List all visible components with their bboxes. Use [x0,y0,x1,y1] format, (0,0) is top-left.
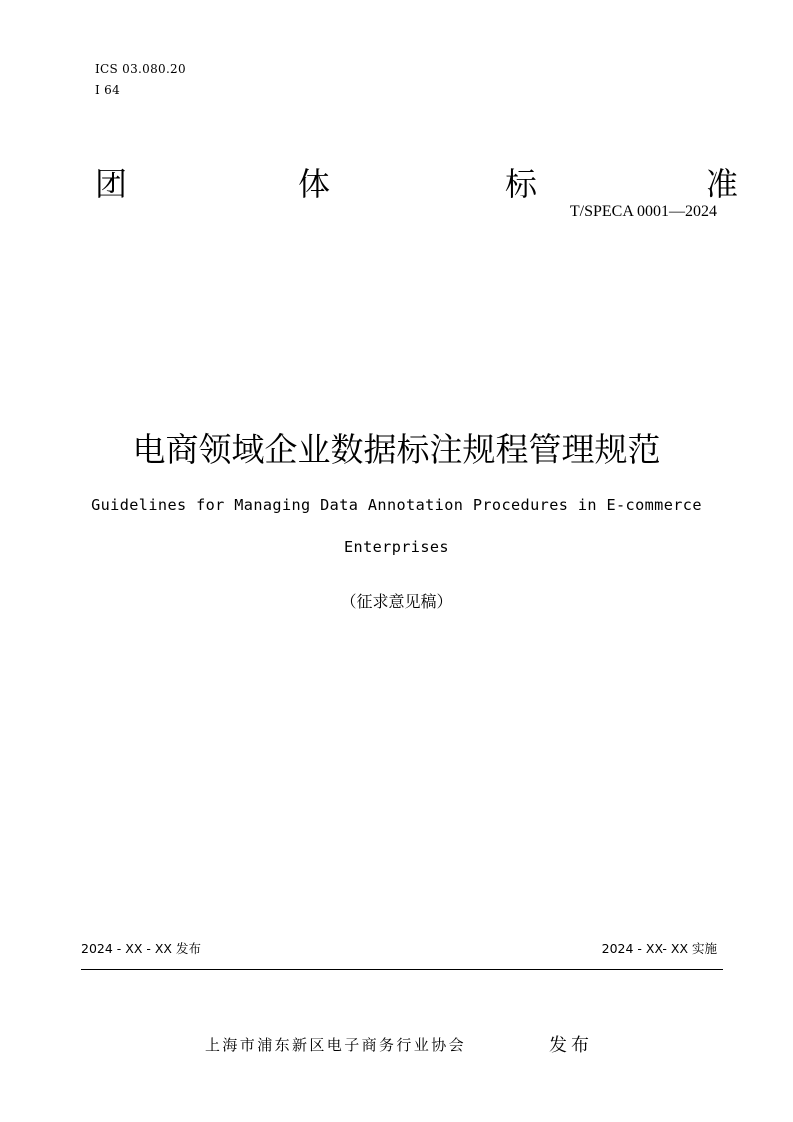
footer-divider [81,969,723,970]
document-title-chinese: 电商领域企业数据标注规程管理规范 [132,430,661,469]
standard-type-char-3: 标 [505,165,538,203]
standard-type-char-4: 准 [706,165,739,203]
implementation-date: 2024 - XX- XX 实施 [601,941,717,956]
standard-type-char-1: 团 [95,165,128,203]
ics-code: ICS 03.080.20 [95,62,186,76]
publish-label: 发布 [549,1035,593,1056]
publish-date: 2024 - XX - XX 发布 [81,941,201,956]
document-title-english [0,493,793,559]
standard-type-char-2: 体 [298,165,331,203]
draft-note: （征求意见稿） [340,592,453,611]
english-title-line-1: Guidelines for Managing Data Annotation Procedures in E-commerce [91,496,702,514]
english-title-line-2: Enterprises [344,538,449,556]
ccs-code: I 64 [95,83,121,97]
publisher-name: 上海市浦东新区电子商务行业协会 [205,1036,467,1054]
standard-number: T/SPECA 0001—2024 [569,203,717,220]
